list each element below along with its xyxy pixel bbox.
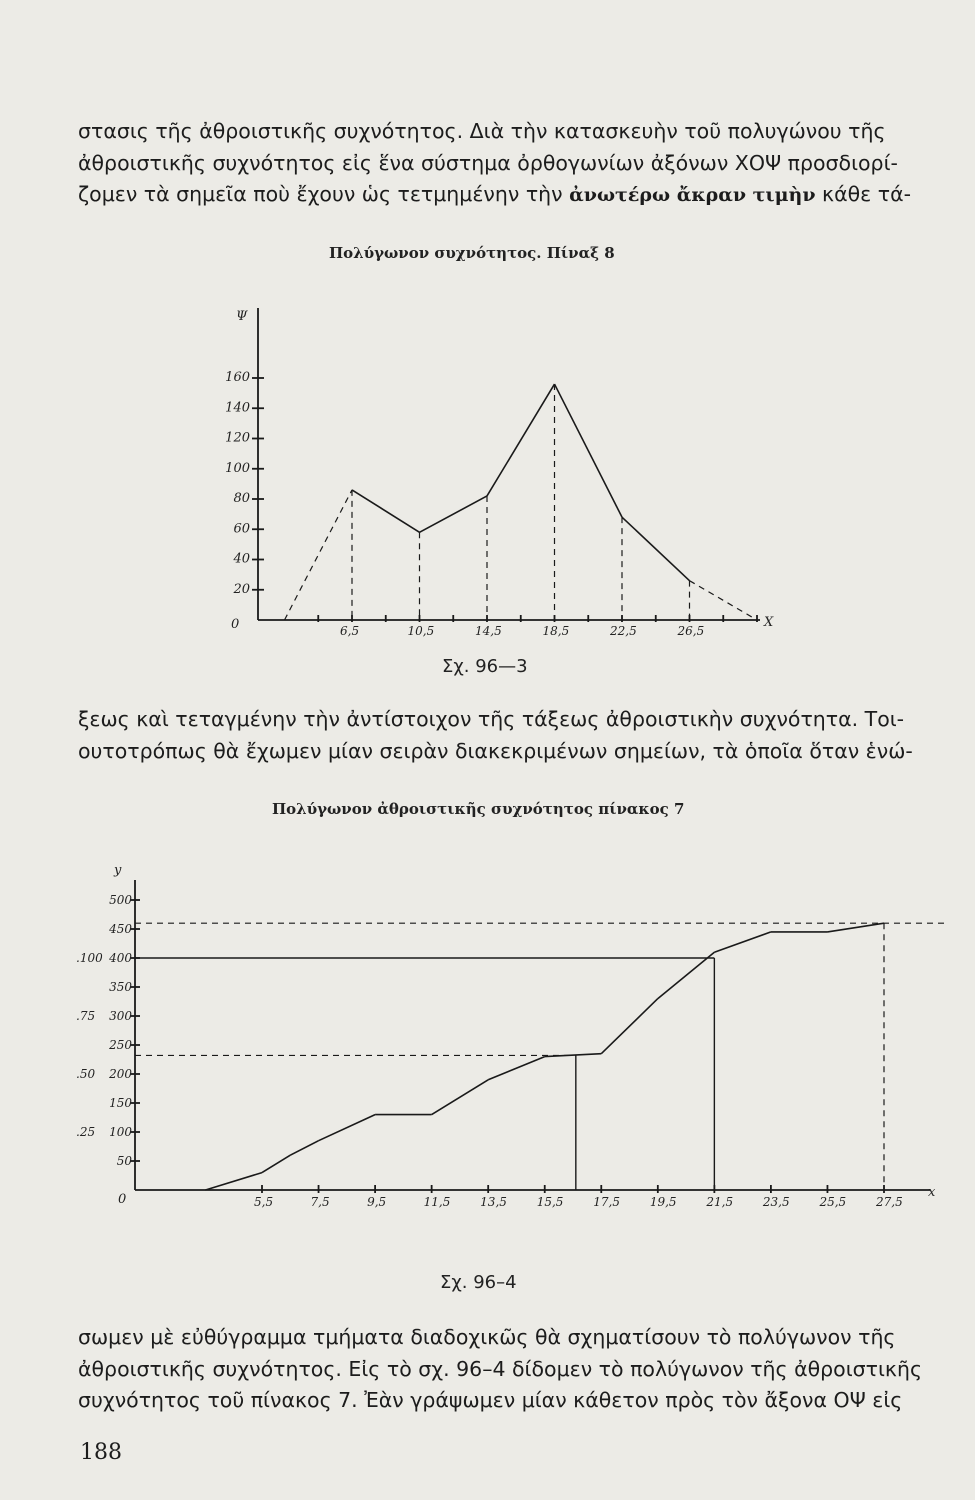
- figure-1-y-tick-label: 160: [225, 370, 250, 385]
- para2-line-2: ουτοτρόπως θὰ ἔχωμεν μίαν σειρὰν διακεκριμένων σημείων, τὰ ὁποῖα ὅταν ἑνώ-: [78, 738, 913, 763]
- figure-2-y-tick-label: 50: [116, 1154, 132, 1168]
- figure-2-x-tick-label: 23,5: [762, 1195, 790, 1209]
- figure-1-y-tick-label: 140: [225, 400, 250, 416]
- figure-2-y-tick-label: 500: [109, 893, 132, 907]
- figure-2-x-tick-label: 11,5: [423, 1195, 451, 1209]
- figure-1-y-tick-label: 20: [233, 581, 250, 597]
- figure-2-y-tick-label: 400: [109, 951, 132, 965]
- figure-2-polygon-segment: [714, 932, 771, 952]
- figure-2-x-tick-label: 7,5: [310, 1195, 330, 1209]
- figure-2-chart: [0, 850, 975, 1250]
- figure-1-x-tick-label: 22,5: [610, 624, 637, 638]
- para1-line-3-post: κάθε τά-: [815, 182, 912, 206]
- page-number: 188: [80, 1440, 122, 1465]
- figure-1-x-tick-label: 6,5: [340, 624, 360, 638]
- para1-emphasis: ἀνωτέρω ἄκραν τιμὴν: [569, 184, 816, 206]
- figure-2-proportion-label: .25: [76, 1125, 96, 1139]
- figure-2-x-tick-label: 15,5: [536, 1195, 564, 1209]
- figure-2-y-tick-label: 450: [109, 922, 132, 936]
- figure-2-caption: Σχ. 96–4: [440, 1272, 517, 1293]
- para2-line-1: ξεως καὶ τεταγμένην τὴν ἀντίστοιχον τῆς τάξεως ἀθροιστικὴν συχνότητα. Τοι-: [78, 707, 905, 731]
- figure-2-origin-label: 0: [118, 1192, 127, 1207]
- figure-2-x-tick-label: 17,5: [593, 1195, 620, 1209]
- figure-2-polygon-segment: [658, 952, 715, 998]
- figure-2-x-tick-label: 21,5: [706, 1195, 734, 1209]
- figure-1-y-tick-label: 40: [233, 551, 250, 567]
- para3-line-1: σωμεν μὲ εὐθύγραμμα τμήματα διαδοχικῶς θὰ σχηματίσουν τὸ πολύγωνον τῆς: [78, 1325, 896, 1349]
- figure-1-y-tick-label: 120: [225, 430, 250, 446]
- figure-1-polygon-segment: [352, 490, 420, 532]
- figure-2-y-tick-label: 150: [109, 1096, 132, 1110]
- figure-2-polygon-segment: [262, 1155, 290, 1172]
- figure-2-x-tick-label: 25,5: [819, 1195, 847, 1209]
- figure-1-x-tick-label: 18,5: [542, 624, 570, 638]
- figure-2-x-tick-label: 5,5: [254, 1195, 274, 1209]
- figure-2-y-label: y: [114, 863, 122, 878]
- figure-2-polygon-segment: [601, 999, 658, 1054]
- figure-2-proportion-label: .50: [76, 1067, 96, 1081]
- figure-1-polygon-segment: [622, 517, 690, 581]
- figure-1-origin-label: 0: [231, 617, 240, 632]
- figure-1-polygon-segment: [690, 581, 758, 620]
- para1-line-1: στασις τῆς ἀθροιστικῆς συχνότητος. Διὰ τὴν κατασκευὴν τοῦ πολυγώνου τῆς: [78, 119, 886, 143]
- figure-2-polygon-segment: [205, 1173, 262, 1190]
- paragraph-middle: [78, 704, 934, 767]
- paragraph-top: [78, 116, 934, 212]
- figure-2-y-tick-label: 200: [109, 1067, 132, 1081]
- para1-line-3-pre: ζομεν τὰ σημεῖα ποὺ ἔχουν ὡς τετμημένην τὴν: [78, 182, 570, 206]
- figure-2-title: Πολύγωνον ἀθροιστικῆς συχνότητος πίνακος 7: [272, 800, 685, 818]
- figure-1-chart: [0, 290, 975, 690]
- figure-1-polygon-segment: [487, 384, 555, 496]
- para3-line-2: ἀθροιστικῆς συχνότητος. Εἰς τὸ σχ. 96–4 δίδομεν τὸ πολύγωνον τῆς ἀθροιστικῆς: [78, 1356, 923, 1381]
- figure-1-x-label: Χ: [764, 615, 774, 630]
- figure-1-caption: Σχ. 96—3: [442, 656, 528, 677]
- figure-2-x-tick-label: 27,5: [876, 1195, 903, 1209]
- figure-2-x-label: x: [928, 1185, 936, 1200]
- figure-1-polygon-segment: [555, 384, 623, 517]
- figure-2-proportion-label: .75: [76, 1009, 96, 1023]
- figure-2-y-tick-label: 250: [109, 1038, 132, 1052]
- figure-2-polygon-segment: [432, 1080, 489, 1115]
- para1-line-2: ἀθροιστικῆς συχνότητος εἰς ἕνα σύστημα ὀρθογωνίων ἀξόνων ΧΟΨ προσδιορί-: [78, 150, 898, 175]
- figure-2-x-tick-label: 13,5: [480, 1195, 507, 1209]
- figure-1-y-tick-label: 80: [233, 491, 250, 506]
- figure-2-polygon-segment: [290, 1141, 318, 1156]
- para3-line-3: συχνότητος τοῦ πίνακος 7. Ἐὰν γράψωμεν μίαν κάθετον πρὸς τὸν ἄξονα ΟΨ εἰς: [78, 1388, 903, 1412]
- para1-line-3: [78, 179, 934, 212]
- figure-2-x-tick-label: 9,5: [367, 1195, 387, 1209]
- figure-2-x-tick-label: 19,5: [649, 1195, 677, 1209]
- figure-1-y-label: Ψ: [236, 309, 248, 324]
- figure-2-polygon-segment: [319, 1115, 376, 1141]
- figure-1-title: Πολύγωνον συχνότητος. Πίναξ 8: [329, 244, 615, 262]
- figure-1-polygon-segment: [420, 496, 488, 532]
- figure-2-y-tick-label: 350: [109, 980, 132, 994]
- figure-2-y-tick-label: 300: [109, 1009, 132, 1023]
- figure-2-polygon-segment: [827, 923, 884, 932]
- figure-1-polygon-segment: [285, 490, 353, 620]
- paragraph-bottom: [78, 1322, 934, 1417]
- figure-1-x-tick-label: 14,5: [475, 624, 502, 638]
- figure-1-y-tick-label: 100: [225, 460, 250, 476]
- figure-2-y-tick-label: 100: [109, 1125, 132, 1139]
- figure-1-y-tick-label: 60: [233, 521, 250, 537]
- figure-1-x-tick-label: 10,5: [407, 624, 435, 638]
- figure-1-x-tick-label: 26,5: [677, 624, 705, 638]
- figure-2-polygon-segment: [488, 1057, 545, 1080]
- figure-2-proportion-label: .100: [76, 951, 103, 965]
